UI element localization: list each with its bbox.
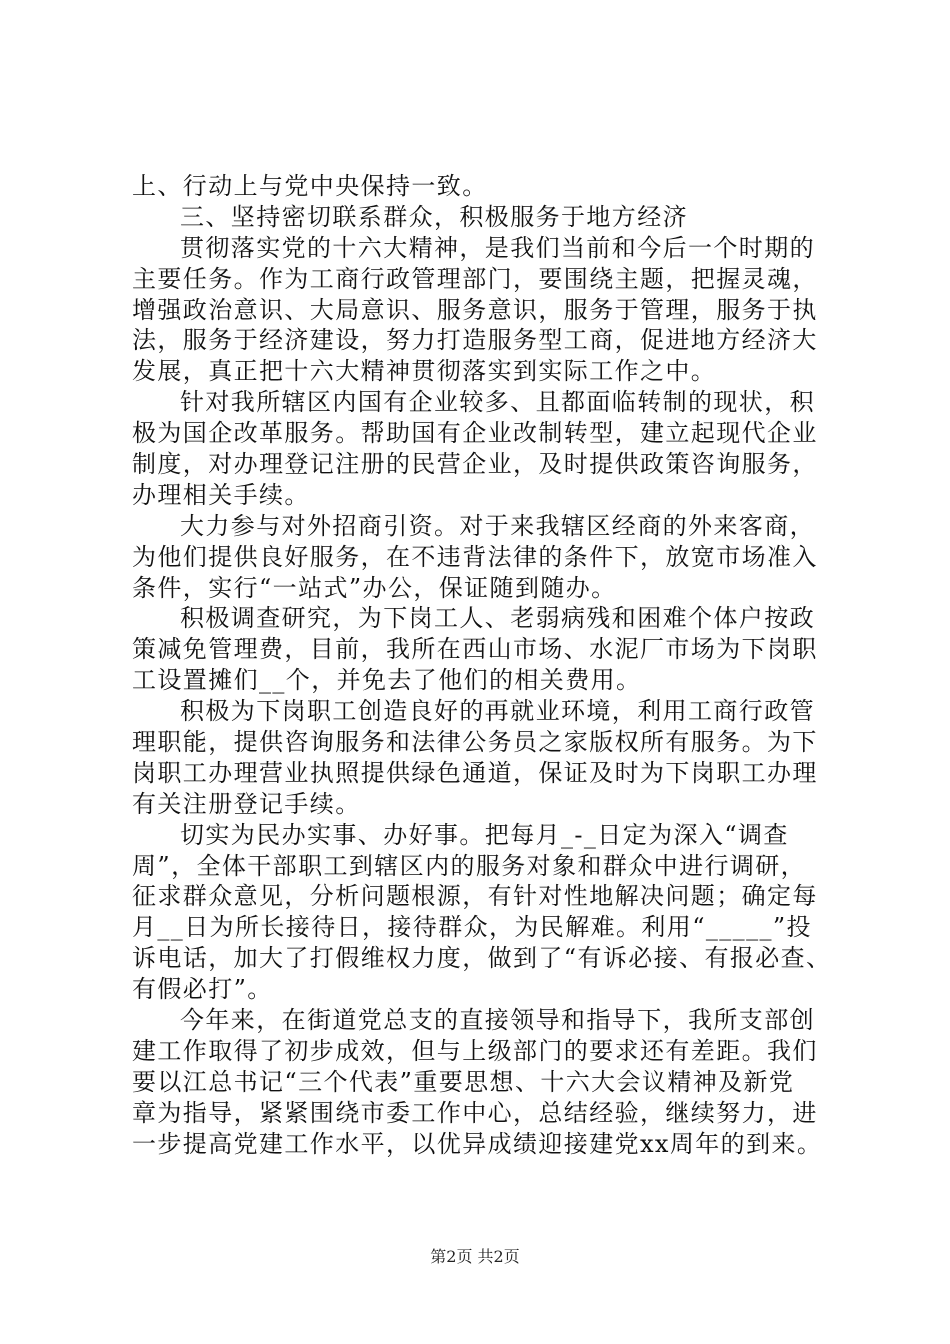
paragraph-first-line: 切实为民办实事、办好事。把每月_-_日定为深入“调查 (180, 820, 789, 849)
text-line: 法，服务于经济建设，努力打造服务型工商，促进地方经济大 (132, 326, 818, 355)
text-line: 主要任务。作为工商行政管理部门，要围绕主题，把握灵魂， (132, 264, 818, 293)
text-line: 制度，对办理登记注册的民营企业，及时提供政策咨询服务， (132, 450, 818, 479)
paragraph-first-line: 积极调查研究，为下岗工人、老弱病残和困难个体户按政 (180, 604, 815, 633)
paragraph-first-line: 贯彻落实党的十六大精神，是我们当前和今后一个时期的 (180, 233, 815, 262)
text-line: 极为国企改革服务。帮助国有企业改制转型，建立起现代企业 (132, 419, 818, 448)
text-line: 发展，真正把十六大精神贯彻落实到实际工作之中。 (132, 357, 717, 386)
text-line: 策减免管理费，目前，我所在西山市场、水泥厂市场为下岗职 (132, 635, 818, 664)
paragraph-first-line: 三、坚持密切联系群众，积极服务于地方经济 (180, 202, 688, 231)
paragraph-first-line: 针对我所辖区内国有企业较多、且都面临转制的现状，积 (180, 388, 815, 417)
paragraph-first-line: 今年来，在街道党总支的直接领导和指导下，我所支部创 (180, 1006, 815, 1035)
text-line: 理职能，提供咨询服务和法律公务员之家版权所有服务。为下 (132, 728, 818, 757)
text-line: 诉电话，加大了打假维权力度，做到了“有诉必接、有报必查、 (132, 944, 832, 973)
text-line: 征求群众意见，分析问题根源，有针对性地解决问题；确定每 (132, 882, 818, 911)
document-body (132, 171, 852, 1160)
paragraph-first-line: 大力参与对外招商引资。对于来我辖区经商的外来客商， (180, 511, 815, 540)
text-line: 条件，实行“一站式”办公，保证随到随办。 (132, 573, 617, 602)
text-line: 章为指导，紧紧围绕市委工作中心，总结经验，继续努力，进 (132, 1098, 818, 1127)
text-line: 办理相关手续。 (132, 480, 310, 509)
text-line: 工设置摊们__个，并免去了他们的相关费用。 (132, 666, 642, 695)
text-line: 要以江总书记“三个代表”重要思想、十六大会议精神及新党 (132, 1067, 795, 1096)
text-line: 周”，全体干部职工到辖区内的服务对象和群众中进行调研， (132, 851, 807, 880)
text-line: 月__日为所长接待日，接待群众，为民解难。利用“_____”投 (132, 913, 812, 942)
text-line: 为他们提供良好服务，在不违背法律的条件下，放宽市场准入 (132, 542, 818, 571)
text-line: 一步提高党建工作水平，以优异成绩迎接建党xx周年的到来。 (132, 1129, 823, 1158)
text-line: 有假必打”。 (132, 975, 273, 1004)
paragraph-first-line: 积极为下岗职工创造良好的再就业环境，利用工商行政管 (180, 697, 815, 726)
text-line: 有关注册登记手续。 (132, 789, 361, 818)
text-line: 增强政治意识、大局意识、服务意识，服务于管理，服务于执 (132, 295, 818, 324)
page-footer: 第2页 共2页 (430, 1247, 520, 1266)
text-line: 建工作取得了初步成效，但与上级部门的要求还有差距。我们 (132, 1036, 818, 1065)
text-line: 岗职工办理营业执照提供绿色通道，保证及时为下岗职工办理 (132, 758, 818, 787)
text-line: 上、行动上与党中央保持一致。 (132, 172, 488, 200)
